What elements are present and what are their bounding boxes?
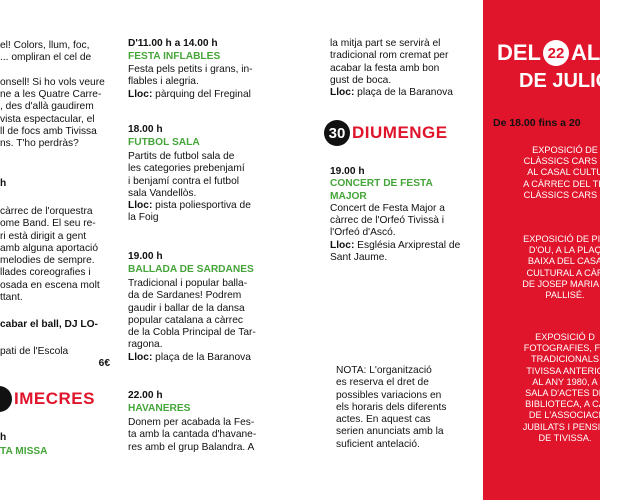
event-title: TA MISSA [0, 446, 48, 457]
line: Partits de futbol sala de [128, 151, 235, 162]
day-name: IMECRES [14, 389, 95, 408]
line: EXPOSICIÓ D [535, 332, 595, 342]
line: SALA D'ACTES DE [525, 388, 605, 399]
line: osada en escena molt [0, 279, 100, 291]
date-header [497, 40, 627, 66]
al-word: AL [571, 40, 601, 65]
line: càrrec de l'Orfeó Tivissà i [330, 215, 445, 227]
event-time: 22.00 h [128, 390, 163, 401]
line: llades coreografies i [0, 267, 91, 279]
event-title: CONCERT DE FESTA [330, 178, 433, 190]
line: ne a les Quatre Carre- [0, 89, 102, 101]
line: D'OU, A LA PLAÇ [528, 245, 602, 256]
line: Tradicional i popular balla- [128, 278, 248, 289]
location-value: pàrquing del Freginal [152, 88, 251, 100]
day-badge-dimecres [0, 386, 95, 412]
red-panel [483, 0, 612, 500]
line: CLÀSSICS CARS C [523, 156, 607, 167]
concert-text [0, 206, 116, 304]
start-day-circle: 22 [543, 40, 569, 66]
event-title: FUTBOL SALA [128, 137, 200, 148]
line: res amb el grup Balandra. A [128, 441, 255, 453]
event-time: 19.00 h [128, 251, 163, 262]
line: melodies de sempre. [0, 255, 95, 267]
line: Concert de Festa Major a [330, 202, 445, 214]
location-label: Lloc: [330, 87, 355, 99]
location-cont: la Foig [128, 212, 159, 224]
line: AL ANY 1980, A [532, 376, 598, 387]
event-time: D'11.00 h a 14.00 h [128, 38, 218, 49]
exhibit-1 [505, 145, 625, 201]
line: les categories prebenjamí [128, 163, 245, 175]
day-number-circle [0, 386, 12, 412]
ball-line: cabar el ball, DJ LO- [0, 319, 98, 330]
line: BAIXA DEL CASA [527, 256, 603, 267]
line: els horaris dels diferents [336, 401, 447, 413]
line: sala Vandellòs. [128, 187, 197, 199]
location [128, 200, 266, 212]
column-2 [128, 0, 274, 500]
line: amb alguna aportació [0, 242, 98, 254]
line: gust de boca. [330, 74, 392, 86]
event-title: MAJOR [330, 190, 367, 202]
exhibit-2 [505, 234, 625, 301]
day-number-circle: 30 [324, 120, 350, 146]
line: possibles variacions en [336, 389, 442, 401]
line: PALLISÉ. [545, 290, 585, 301]
line: càrrec de l'orquestra [0, 206, 93, 217]
line: de la Cobla Principal de Tar- [128, 327, 256, 339]
line: ta amb la cantada d'havane- [128, 429, 257, 441]
month-line: DE JULIO [519, 70, 612, 92]
ticket-info [0, 346, 110, 371]
location-value: plaça de la Baranova [152, 351, 251, 363]
location [128, 89, 266, 101]
location-value: plaça de la Baranova [354, 87, 453, 99]
location-label: Lloc: [128, 200, 153, 212]
line: JUBILATS I PENSIO [522, 421, 608, 432]
line: ome Band. El seu re- [0, 218, 96, 230]
event-time: h [0, 432, 7, 443]
location-label: Lloc: [128, 88, 153, 100]
line: A CÀRREC DEL TIV [523, 178, 607, 189]
line: ns. T'ho perdràs? [0, 138, 79, 150]
event-time: 18.00 h [128, 124, 163, 135]
line: DE TIVISSA. [538, 432, 592, 443]
line: es reserva el dret de [336, 377, 429, 389]
line: DE L'ASSOCIACI [528, 410, 602, 421]
line: DE JOSEP MARIA D [522, 278, 608, 289]
line: ttant. [0, 292, 23, 304]
line: da de Sardanes! Podrem [128, 290, 242, 302]
intro-text [0, 40, 116, 151]
line: BIBLIOTECA, A CÀ [525, 399, 605, 410]
line: AL CASAL CULTU [527, 167, 603, 178]
continued-text [330, 38, 470, 99]
line: EXPOSICIÓ DE [532, 145, 598, 155]
line: acabar la festa amb bon [330, 62, 440, 74]
location-label: Lloc: [128, 351, 153, 363]
line: Festa pels petits i grans, in- [128, 64, 253, 75]
event-text [128, 151, 266, 225]
line: CLÀSSICS CARS C [523, 189, 607, 200]
location-value: pista poliesportiva de [152, 200, 251, 212]
event-text [128, 417, 274, 454]
line: onsell! Si ho vols veure [0, 76, 105, 88]
price: 6€ [98, 358, 110, 370]
event-concert [330, 166, 470, 264]
line: gaudir i ballar de la dansa [128, 302, 245, 314]
line: serien anunciats amb la [336, 426, 444, 438]
event-text [128, 278, 266, 364]
line: TRADICIONALS [531, 354, 599, 365]
exhibit-3 [505, 332, 625, 444]
line: l'Orfeó d'Ascó. [330, 227, 396, 239]
day-badge-diumenge [324, 120, 448, 146]
event-time: h [0, 178, 7, 189]
line: suficient antelació. [336, 438, 420, 450]
line: ri està dirigit a gent [0, 230, 87, 242]
line: ... ompliran el cel de [0, 52, 92, 64]
location [128, 352, 266, 364]
line: la mitja part se servirà el [330, 38, 441, 49]
line: flables i alegria. [128, 76, 199, 88]
line: popular catalana a càrrec [128, 314, 243, 326]
line: vista espectacular, el [0, 113, 95, 125]
note [336, 365, 472, 451]
event-text [128, 64, 266, 101]
line: FOTOGRAFIES, FE [523, 343, 607, 354]
day-name: DIUMENGE [352, 123, 448, 142]
line: , des d'allà gaudirem [0, 101, 94, 113]
event-time: 19.00 h [330, 166, 365, 177]
event-title: HAVANERES [128, 403, 191, 414]
line: pati de l'Escola [0, 346, 69, 357]
event-title: BALLADA DE SARDANES [128, 264, 254, 275]
line: EXPOSICIÓ DE PIN [523, 234, 607, 244]
location-cont: Sant Jaume. [330, 252, 388, 264]
line: el! Colors, llum, foc, [0, 40, 90, 51]
location-value: Església Arxiprestal de [354, 239, 461, 251]
line: ll de focs amb Tivissa [0, 126, 97, 138]
location-label: Lloc: [330, 239, 355, 251]
column-3 [322, 0, 476, 500]
line: tradicional rom cremat per [330, 50, 449, 62]
line: Donem per acabada la Fes- [128, 417, 255, 428]
line [0, 65, 116, 77]
line: i benjamí contra el futbol [128, 175, 239, 187]
location [330, 240, 470, 252]
hours-line: De 18.00 fins a 20 [493, 117, 581, 129]
line: actes. En aquest cas [336, 414, 431, 426]
column-1 [0, 0, 116, 500]
line: CULTURAL A CÀR [526, 267, 604, 278]
event-title: FESTA INFLABLES [128, 51, 221, 62]
line: TIVISSA ANTERIO [526, 365, 604, 376]
line: ragona. [128, 339, 163, 351]
del-word: DEL [497, 40, 541, 65]
location [330, 87, 470, 99]
line: NOTA: L'organització [336, 365, 432, 376]
